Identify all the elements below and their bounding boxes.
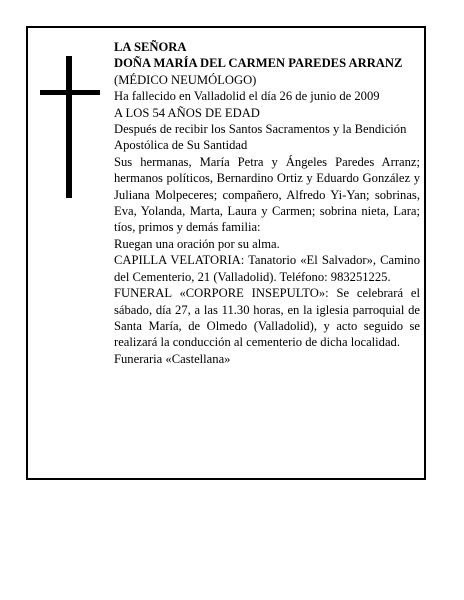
- obituary-notice: [26, 26, 426, 480]
- cross-horizontal-bar: [40, 90, 100, 95]
- chapel-info: CAPILLA VELATORIA: Tanatorio «El Salvador», Camino del Cementerio, 21 (Valladolid). Teléfono: 983251225.: [114, 253, 420, 284]
- family-list: Sus hermanas, María Petra y Ángeles Paredes Arranz; hermanos políticos, Bernardino Ortiz y Eduardo González y Juliana Molpeceres; compañero, Alfredo Yi-Yan; sobrinas, Eva, Yolanda, Marta, Laura y Carmen; sobrina nieta, Lara; tíos, primos y demás familia:: [114, 154, 420, 235]
- profession: (MÉDICO NEUMÓLOGO): [114, 72, 257, 87]
- prayer: Ruegan una oración por su alma.: [114, 236, 280, 251]
- deceased-name: DOÑA MARÍA DEL CARMEN PAREDES ARRANZ: [114, 56, 403, 71]
- cross-icon: [40, 56, 100, 198]
- death-info: Ha fallecido en Valladolid el día 26 de junio de 2009: [114, 89, 380, 104]
- title-line: LA SEÑORA: [114, 40, 187, 54]
- obituary-text: [114, 39, 420, 367]
- funeral-info: FUNERAL «CORPORE INSEPULTO»: Se celebrará el sábado, día 27, a las 11.30 horas, en la iglesia parroquial de Santa María, de Olmedo (Valladolid), y acto seguido se realizará la conducción al cementerio de dicha localidad.: [114, 286, 420, 350]
- age: A LOS 54 AÑOS DE EDAD: [114, 105, 260, 120]
- sacraments: Después de recibir los Santos Sacramentos y la Bendición Apostólica de Su Santidad: [114, 122, 407, 153]
- cross-vertical-bar: [66, 56, 72, 198]
- funeral-home: Funeraria «Castellana»: [114, 351, 231, 366]
